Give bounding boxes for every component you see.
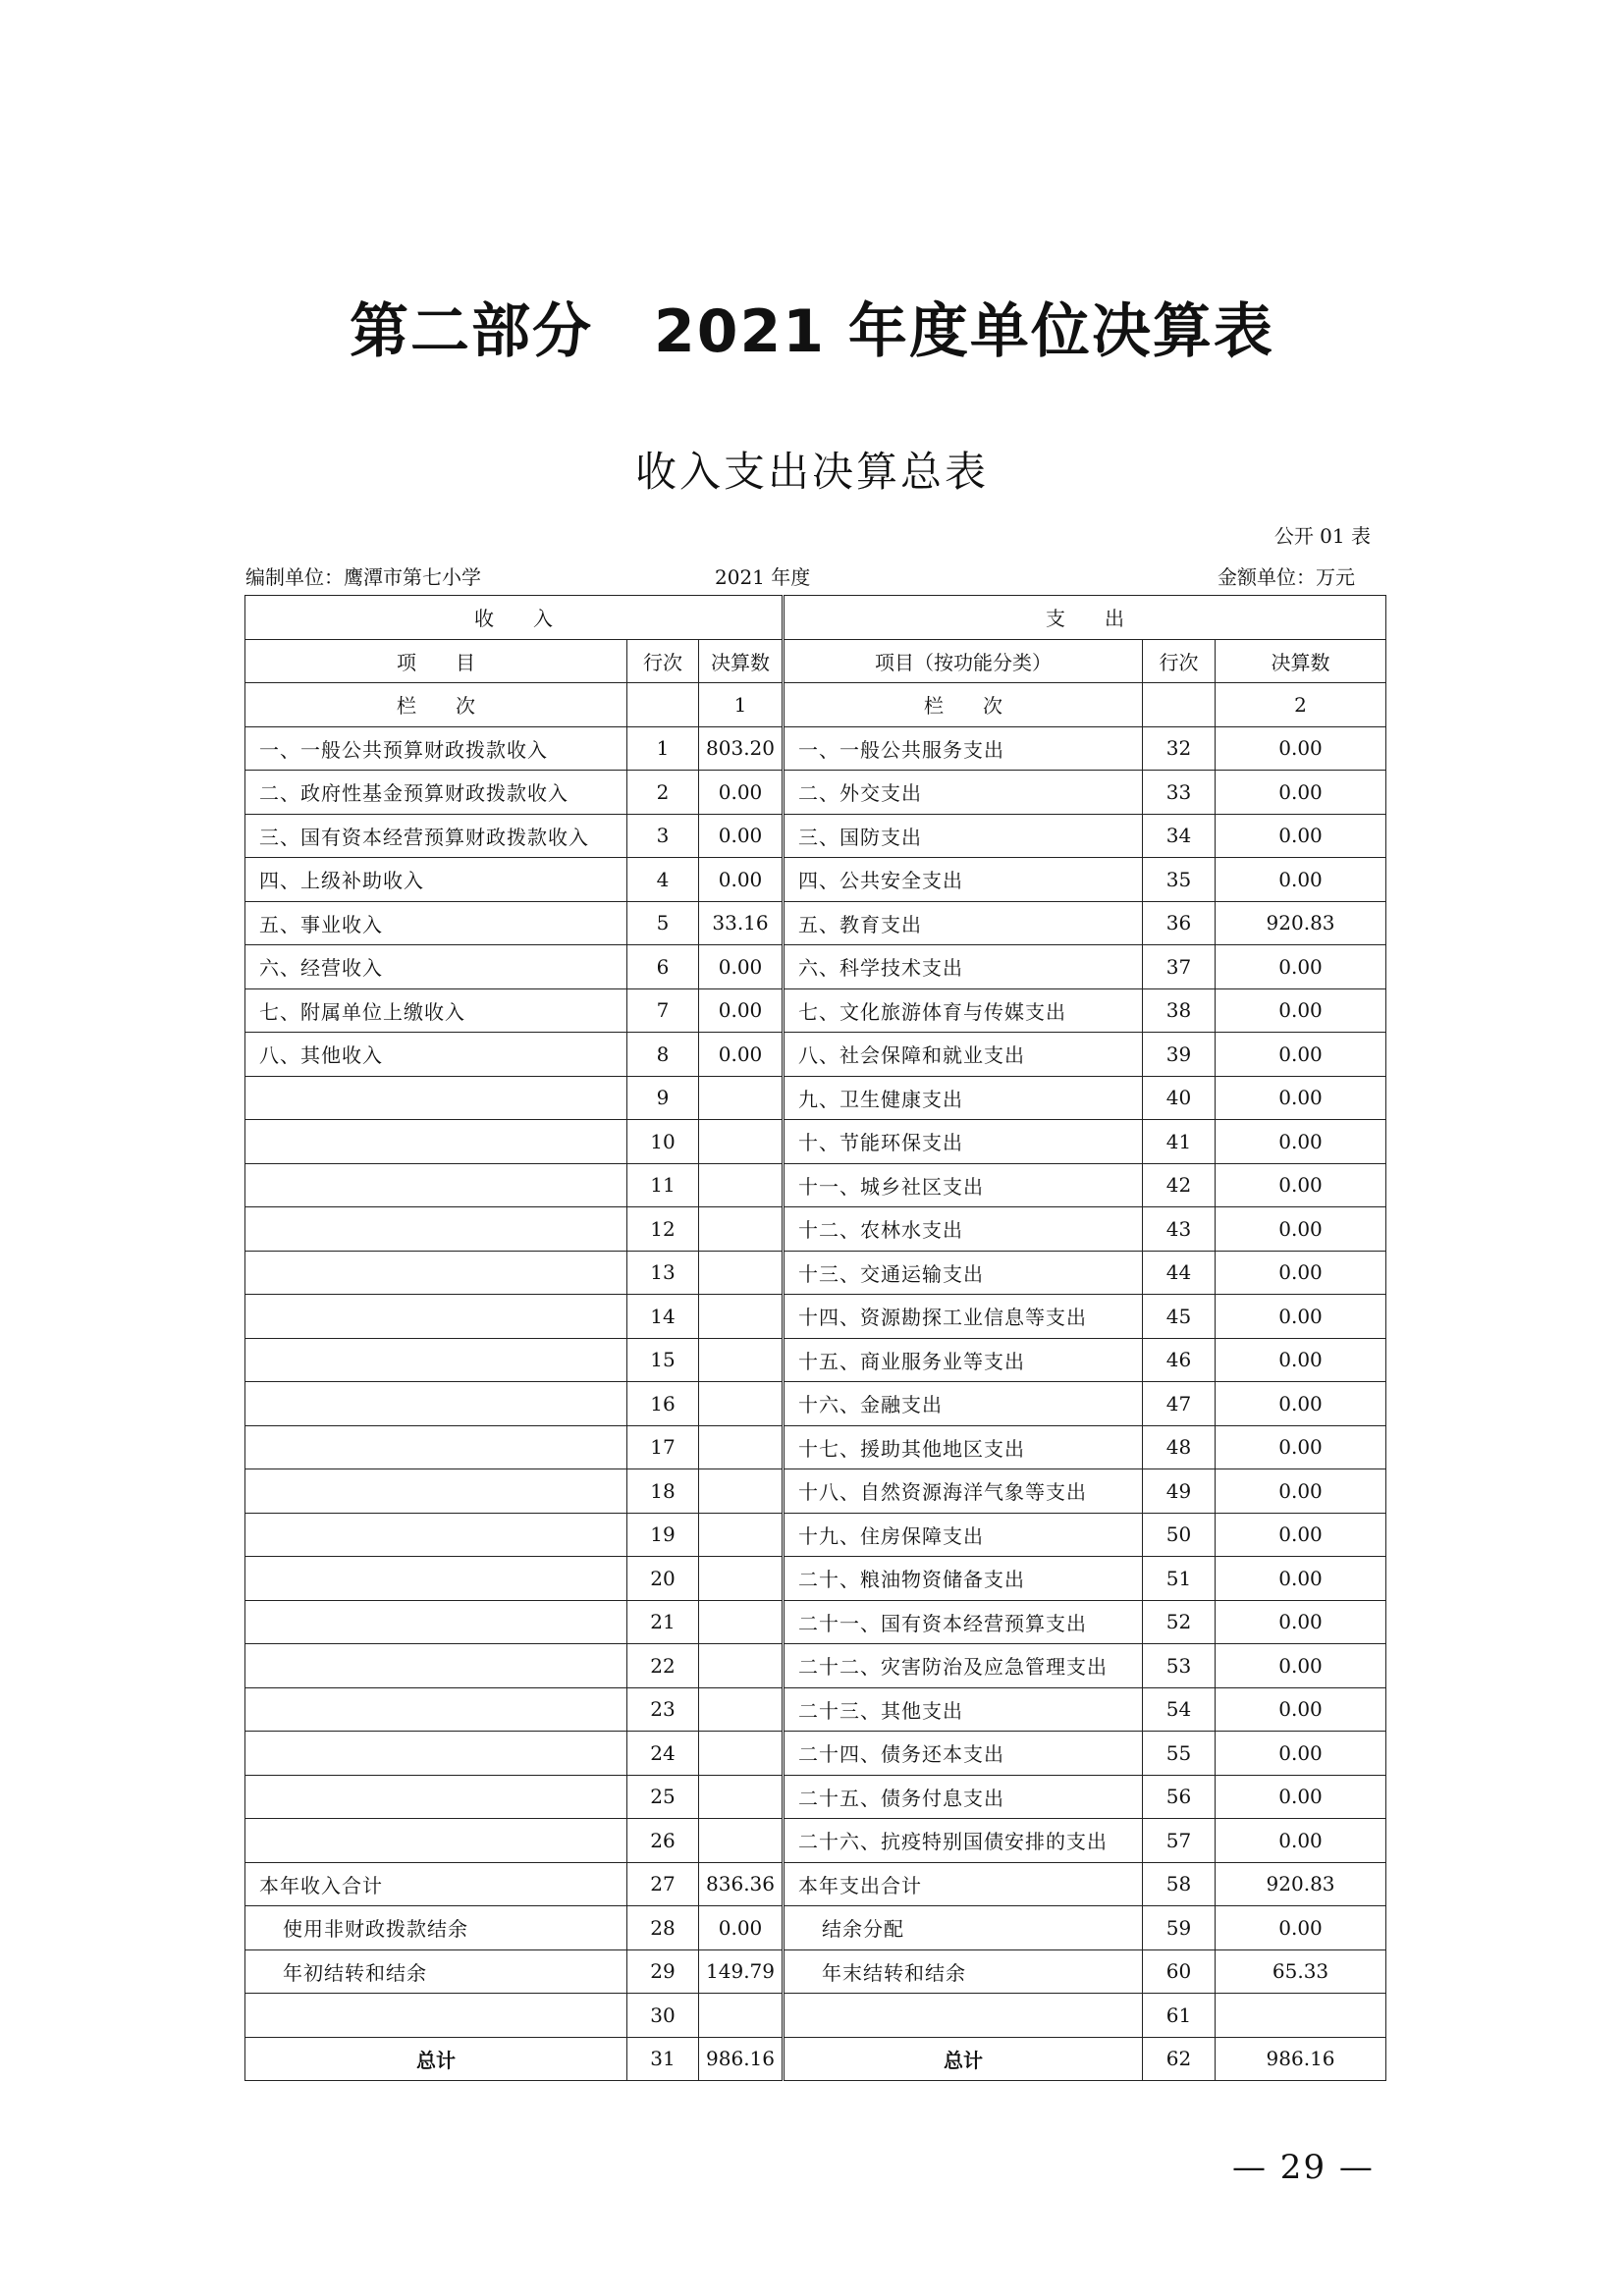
income-column-number: 1 <box>699 683 784 727</box>
income-amount-cell: 0.00 <box>699 1906 784 1950</box>
expense-amount-header: 决算数 <box>1216 639 1386 683</box>
expense-amount-cell: 0.00 <box>1216 1469 1386 1514</box>
income-amount-cell: 33.16 <box>699 901 784 945</box>
income-row-no-cell: 11 <box>627 1163 699 1207</box>
expense-row-no-cell: 40 <box>1143 1076 1216 1120</box>
income-row-no-cell: 19 <box>627 1513 699 1557</box>
income-item-cell: 本年收入合计 <box>245 1862 627 1906</box>
expense-row-no-cell: 54 <box>1143 1687 1216 1732</box>
income-item-cell <box>245 1557 627 1601</box>
income-item-cell: 一、一般公共预算财政拨款收入 <box>245 726 627 771</box>
expense-row-no-cell: 51 <box>1143 1557 1216 1601</box>
expense-item-cell: 十五、商业服务业等支出 <box>784 1338 1143 1382</box>
table-row <box>245 1600 1386 1644</box>
expense-amount-cell: 0.00 <box>1216 1338 1386 1382</box>
expense-row-no-cell: 34 <box>1143 814 1216 858</box>
income-row-no-cell: 25 <box>627 1775 699 1819</box>
income-amount-cell: 0.00 <box>699 988 784 1033</box>
income-item-header: 项 目 <box>245 639 627 683</box>
expense-row-no-header: 行次 <box>1143 639 1216 683</box>
income-item-cell: 六、经营收入 <box>245 945 627 989</box>
total-row <box>245 2037 1386 2081</box>
table-row <box>245 1251 1386 1295</box>
expense-item-cell: 五、教育支出 <box>784 901 1143 945</box>
income-amount-cell <box>699 1775 784 1819</box>
fiscal-year: 2021 年度 <box>715 565 811 589</box>
table-row <box>245 1819 1386 1863</box>
income-amount-cell: 149.79 <box>699 1949 784 1994</box>
section-header-row <box>245 596 1386 640</box>
table-row <box>245 1732 1386 1776</box>
expense-row-no-cell: 47 <box>1143 1382 1216 1426</box>
income-item-cell <box>245 1994 627 2038</box>
expense-amount-cell: 0.00 <box>1216 1775 1386 1819</box>
expense-item-cell: 本年支出合计 <box>784 1862 1143 1906</box>
income-amount-cell <box>699 1338 784 1382</box>
expense-amount-cell: 0.00 <box>1216 858 1386 902</box>
income-item-cell: 七、附属单位上缴收入 <box>245 988 627 1033</box>
expense-amount-cell: 0.00 <box>1216 1163 1386 1207</box>
income-row-no-cell: 5 <box>627 901 699 945</box>
expense-amount-cell: 920.83 <box>1216 1862 1386 1906</box>
expense-amount-cell: 0.00 <box>1216 726 1386 771</box>
income-amount-cell <box>699 1819 784 1863</box>
table-row <box>245 1076 1386 1120</box>
expense-item-cell: 二十五、债务付息支出 <box>784 1775 1143 1819</box>
expense-amount-cell: 0.00 <box>1216 1732 1386 1776</box>
income-amount-cell <box>699 1732 784 1776</box>
expense-item-cell: 结余分配 <box>784 1906 1143 1950</box>
table-row <box>245 901 1386 945</box>
table-row <box>245 1295 1386 1339</box>
income-amount-cell: 0.00 <box>699 1033 784 1077</box>
income-item-cell <box>245 1425 627 1469</box>
income-amount-cell <box>699 1120 784 1164</box>
expense-amount-cell: 0.00 <box>1216 1906 1386 1950</box>
expense-row-no-cell: 57 <box>1143 1819 1216 1863</box>
table-row <box>245 726 1386 771</box>
expense-row-no-cell: 44 <box>1143 1251 1216 1295</box>
expense-amount-cell <box>1216 1994 1386 2038</box>
expense-item-cell: 二十三、其他支出 <box>784 1687 1143 1732</box>
expense-row-no-cell: 32 <box>1143 726 1216 771</box>
page-number: — 29 — <box>1232 2148 1375 2187</box>
table-row <box>245 1382 1386 1426</box>
table-row <box>245 1775 1386 1819</box>
income-row-no-cell: 29 <box>627 1949 699 1994</box>
income-row-no-cell: 22 <box>627 1644 699 1688</box>
income-amount-header: 决算数 <box>699 639 784 683</box>
expense-row-no-cell: 38 <box>1143 988 1216 1033</box>
table-row <box>245 1687 1386 1732</box>
income-amount-cell: 986.16 <box>699 2037 784 2081</box>
expense-amount-cell: 0.00 <box>1216 1382 1386 1426</box>
expense-column-label: 栏 次 <box>784 683 1143 727</box>
income-amount-cell: 0.00 <box>699 814 784 858</box>
income-row-no-cell: 21 <box>627 1600 699 1644</box>
income-amount-cell <box>699 1295 784 1339</box>
income-amount-cell <box>699 1687 784 1732</box>
expense-row-no-cell: 58 <box>1143 1862 1216 1906</box>
expense-amount-cell: 0.00 <box>1216 1251 1386 1295</box>
expense-row-no-cell: 45 <box>1143 1295 1216 1339</box>
expense-row-no-cell: 35 <box>1143 858 1216 902</box>
income-row-no-cell: 17 <box>627 1425 699 1469</box>
table-row <box>245 1033 1386 1077</box>
expense-row-no-cell: 37 <box>1143 945 1216 989</box>
table-row <box>245 814 1386 858</box>
income-amount-cell <box>699 1425 784 1469</box>
income-row-no-cell: 30 <box>627 1994 699 2038</box>
expense-item-cell: 十九、住房保障支出 <box>784 1513 1143 1557</box>
income-item-cell <box>245 1251 627 1295</box>
income-row-no-cell: 10 <box>627 1120 699 1164</box>
income-amount-cell <box>699 1644 784 1688</box>
expense-column-number: 2 <box>1216 683 1386 727</box>
expense-amount-cell: 0.00 <box>1216 945 1386 989</box>
expense-section-header: 支 出 <box>784 596 1386 640</box>
income-row-no-cell: 8 <box>627 1033 699 1077</box>
expense-item-cell: 十一、城乡社区支出 <box>784 1163 1143 1207</box>
expense-amount-cell: 0.00 <box>1216 1295 1386 1339</box>
expense-item-cell: 十六、金融支出 <box>784 1382 1143 1426</box>
table-row <box>245 771 1386 815</box>
expense-item-cell: 九、卫生健康支出 <box>784 1076 1143 1120</box>
expense-row-no-cell: 42 <box>1143 1163 1216 1207</box>
income-item-cell: 年初结转和结余 <box>245 1949 627 1994</box>
income-row-no-cell: 15 <box>627 1338 699 1382</box>
expense-amount-cell: 65.33 <box>1216 1949 1386 1994</box>
income-item-cell <box>245 1076 627 1120</box>
expense-item-cell: 六、科学技术支出 <box>784 945 1143 989</box>
income-row-no-cell: 9 <box>627 1076 699 1120</box>
table-row <box>245 988 1386 1033</box>
table-row <box>245 1120 1386 1164</box>
expense-row-no-cell: 53 <box>1143 1644 1216 1688</box>
income-amount-cell <box>699 1251 784 1295</box>
income-item-cell <box>245 1207 627 1252</box>
income-row-no-cell: 16 <box>627 1382 699 1426</box>
money-unit: 金额单位：万元 <box>1218 565 1355 589</box>
income-item-cell <box>245 1687 627 1732</box>
income-item-cell <box>245 1819 627 1863</box>
income-column-label: 栏 次 <box>245 683 627 727</box>
expense-amount-cell: 0.00 <box>1216 814 1386 858</box>
expense-item-cell: 二十六、抗疫特别国债安排的支出 <box>784 1819 1143 1863</box>
expense-item-cell: 年末结转和结余 <box>784 1949 1143 1994</box>
income-item-cell <box>245 1513 627 1557</box>
table-row <box>245 1557 1386 1601</box>
income-expense-table <box>244 595 1386 2081</box>
expense-row-no-cell: 62 <box>1143 2037 1216 2081</box>
income-row-no-cell: 31 <box>627 2037 699 2081</box>
expense-amount-cell: 0.00 <box>1216 1644 1386 1688</box>
expense-row-no-cell: 59 <box>1143 1906 1216 1950</box>
income-row-no-cell: 27 <box>627 1862 699 1906</box>
income-item-cell: 八、其他收入 <box>245 1033 627 1077</box>
table-row <box>245 1644 1386 1688</box>
expense-item-cell: 二十四、债务还本支出 <box>784 1732 1143 1776</box>
expense-item-cell: 总计 <box>784 2037 1143 2081</box>
income-item-cell <box>245 1469 627 1514</box>
table-row <box>245 1207 1386 1252</box>
income-amount-cell: 836.36 <box>699 1862 784 1906</box>
income-item-cell: 使用非财政拨款结余 <box>245 1906 627 1950</box>
table-row <box>245 945 1386 989</box>
income-item-cell <box>245 1338 627 1382</box>
expense-item-cell <box>784 1994 1143 2038</box>
income-row-no-cell: 2 <box>627 771 699 815</box>
column-header-row <box>245 639 1386 683</box>
expense-item-cell: 十四、资源勘探工业信息等支出 <box>784 1295 1143 1339</box>
income-amount-cell <box>699 1600 784 1644</box>
income-item-cell <box>245 1295 627 1339</box>
income-amount-cell <box>699 1513 784 1557</box>
income-item-cell: 四、上级补助收入 <box>245 858 627 902</box>
income-amount-cell <box>699 1382 784 1426</box>
expense-item-cell: 十八、自然资源海洋气象等支出 <box>784 1469 1143 1514</box>
expense-amount-cell: 0.00 <box>1216 1557 1386 1601</box>
expense-amount-cell: 0.00 <box>1216 1687 1386 1732</box>
table-row <box>245 1513 1386 1557</box>
compiling-unit: 编制单位：鹰潭市第七小学 <box>245 565 481 589</box>
expense-item-cell: 十七、援助其他地区支出 <box>784 1425 1143 1469</box>
income-row-no-cell: 3 <box>627 814 699 858</box>
expense-item-cell: 一、一般公共服务支出 <box>784 726 1143 771</box>
expense-item-cell: 十三、交通运输支出 <box>784 1251 1143 1295</box>
expense-amount-cell: 0.00 <box>1216 1207 1386 1252</box>
income-amount-cell <box>699 1469 784 1514</box>
income-item-cell: 二、政府性基金预算财政拨款收入 <box>245 771 627 815</box>
expense-row-no-cell: 43 <box>1143 1207 1216 1252</box>
expense-item-cell: 七、文化旅游体育与传媒支出 <box>784 988 1143 1033</box>
expense-item-cell: 二十一、国有资本经营预算支出 <box>784 1600 1143 1644</box>
expense-item-cell: 三、国防支出 <box>784 814 1143 858</box>
income-item-cell <box>245 1382 627 1426</box>
income-amount-cell: 0.00 <box>699 945 784 989</box>
expense-row-no-cell: 46 <box>1143 1338 1216 1382</box>
summary-row <box>245 1906 1386 1950</box>
expense-amount-cell: 0.00 <box>1216 1425 1386 1469</box>
income-row-no-cell: 6 <box>627 945 699 989</box>
empty-cell <box>1143 683 1216 727</box>
expense-amount-cell: 0.00 <box>1216 1033 1386 1077</box>
income-row-no-cell: 18 <box>627 1469 699 1514</box>
expense-item-cell: 二、外交支出 <box>784 771 1143 815</box>
income-row-no-cell: 7 <box>627 988 699 1033</box>
income-item-cell: 三、国有资本经营预算财政拨款收入 <box>245 814 627 858</box>
empty-cell <box>627 683 699 727</box>
expense-row-no-cell: 39 <box>1143 1033 1216 1077</box>
income-amount-cell <box>699 1163 784 1207</box>
form-code: 公开 01 表 <box>1273 524 1371 548</box>
income-section-header: 收 入 <box>245 596 784 640</box>
expense-amount-cell: 0.00 <box>1216 1513 1386 1557</box>
expense-row-no-cell: 48 <box>1143 1425 1216 1469</box>
expense-amount-cell: 920.83 <box>1216 901 1386 945</box>
expense-item-cell: 十二、农林水支出 <box>784 1207 1143 1252</box>
income-row-no-cell: 4 <box>627 858 699 902</box>
expense-item-cell: 十、节能环保支出 <box>784 1120 1143 1164</box>
income-row-no-cell: 1 <box>627 726 699 771</box>
expense-row-no-cell: 41 <box>1143 1120 1216 1164</box>
part-title: 第二部分 2021 年度单位决算表 <box>350 297 1274 366</box>
expense-item-header: 项目（按功能分类） <box>784 639 1143 683</box>
table-row <box>245 1469 1386 1514</box>
income-item-cell: 总计 <box>245 2037 627 2081</box>
income-row-no-cell: 14 <box>627 1295 699 1339</box>
income-item-cell: 五、事业收入 <box>245 901 627 945</box>
expense-row-no-cell: 61 <box>1143 1994 1216 2038</box>
table-row <box>245 858 1386 902</box>
income-row-no-cell: 26 <box>627 1819 699 1863</box>
income-amount-cell <box>699 1994 784 2038</box>
expense-row-no-cell: 56 <box>1143 1775 1216 1819</box>
summary-row <box>245 1949 1386 1994</box>
income-row-no-header: 行次 <box>627 639 699 683</box>
expense-row-no-cell: 49 <box>1143 1469 1216 1514</box>
income-row-no-cell: 23 <box>627 1687 699 1732</box>
income-amount-cell: 0.00 <box>699 858 784 902</box>
expense-row-no-cell: 36 <box>1143 901 1216 945</box>
expense-row-no-cell: 55 <box>1143 1732 1216 1776</box>
income-item-cell <box>245 1775 627 1819</box>
income-amount-cell <box>699 1076 784 1120</box>
expense-row-no-cell: 60 <box>1143 1949 1216 1994</box>
expense-row-no-cell: 33 <box>1143 771 1216 815</box>
income-amount-cell: 0.00 <box>699 771 784 815</box>
income-item-cell <box>245 1120 627 1164</box>
expense-amount-cell: 0.00 <box>1216 988 1386 1033</box>
expense-amount-cell: 0.00 <box>1216 771 1386 815</box>
expense-amount-cell: 0.00 <box>1216 1120 1386 1164</box>
income-amount-cell <box>699 1557 784 1601</box>
summary-row <box>245 1862 1386 1906</box>
expense-item-cell: 二十二、灾害防治及应急管理支出 <box>784 1644 1143 1688</box>
income-item-cell <box>245 1732 627 1776</box>
expense-item-cell: 八、社会保障和就业支出 <box>784 1033 1143 1077</box>
expense-row-no-cell: 50 <box>1143 1513 1216 1557</box>
expense-row-no-cell: 52 <box>1143 1600 1216 1644</box>
income-item-cell <box>245 1163 627 1207</box>
expense-amount-cell: 0.00 <box>1216 1819 1386 1863</box>
column-number-row <box>245 683 1386 727</box>
expense-item-cell: 四、公共安全支出 <box>784 858 1143 902</box>
table-title: 收入支出决算总表 <box>634 448 989 496</box>
income-item-cell <box>245 1644 627 1688</box>
income-row-no-cell: 24 <box>627 1732 699 1776</box>
expense-amount-cell: 0.00 <box>1216 1600 1386 1644</box>
table-row <box>245 1338 1386 1382</box>
income-amount-cell: 803.20 <box>699 726 784 771</box>
expense-amount-cell: 0.00 <box>1216 1076 1386 1120</box>
expense-amount-cell: 986.16 <box>1216 2037 1386 2081</box>
expense-item-cell: 二十、粮油物资储备支出 <box>784 1557 1143 1601</box>
table-row <box>245 1163 1386 1207</box>
table-row <box>245 1425 1386 1469</box>
income-row-no-cell: 12 <box>627 1207 699 1252</box>
summary-row <box>245 1994 1386 2038</box>
income-item-cell <box>245 1600 627 1644</box>
table-meta <box>245 561 1355 589</box>
income-amount-cell <box>699 1207 784 1252</box>
income-row-no-cell: 20 <box>627 1557 699 1601</box>
income-row-no-cell: 13 <box>627 1251 699 1295</box>
income-row-no-cell: 28 <box>627 1906 699 1950</box>
